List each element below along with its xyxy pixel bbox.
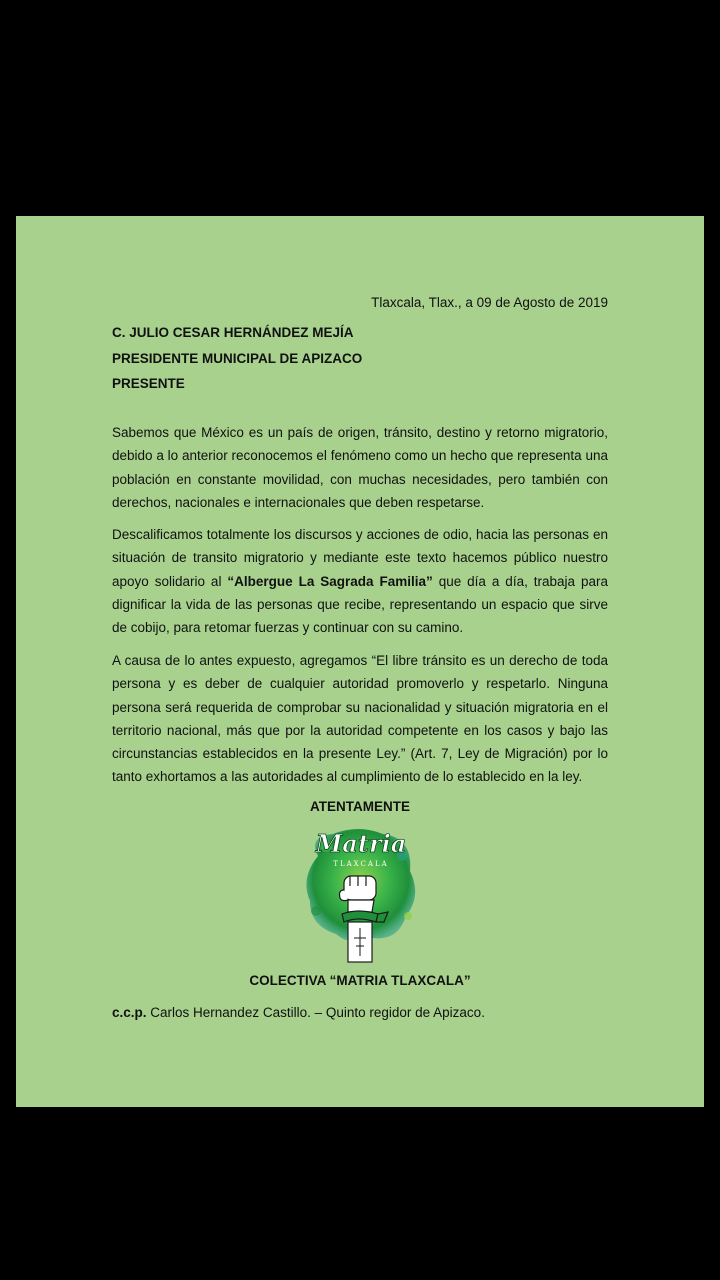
paragraph-2 xyxy=(112,523,608,639)
logo-subtitle: TLAXCALA xyxy=(333,860,389,868)
signature-line: COLECTIVA “MATRIA TLAXCALA” xyxy=(249,973,471,988)
addressee-greeting: PRESENTE xyxy=(112,376,185,391)
addressee-name: C. JULIO CESAR HERNÁNDEZ MEJÍA xyxy=(112,325,354,340)
letter-date: Tlaxcala, Tlax., a 09 de Agosto de 2019 xyxy=(371,295,608,310)
matria-tlaxcala-logo xyxy=(298,816,424,968)
ccp-recipient: Carlos Hernandez Castillo. – Quinto regidor de Apizaco. xyxy=(146,1005,485,1020)
addressee-title: PRESIDENTE MUNICIPAL DE APIZACO xyxy=(112,350,363,366)
logo-title: Matria xyxy=(315,829,407,858)
shelter-name: “Albergue La Sagrada Familia” xyxy=(227,573,433,589)
ccp-label: c.c.p. xyxy=(112,1005,147,1020)
paragraph-1: Sabemos que México es un país de origen, tránsito, destino y retorno migratorio, debido a lo anterior reconocemos el fenómeno como un hecho que representa una población en constante movilidad, con muchas necesidades, pero también con derechos, nacionales e internacionales que deben respetarse. xyxy=(112,425,608,510)
paragraph-2-rest: que día a día, trabaja para dignificar la vida de las personas que recibe, representando un espacio que sirve de cobijo, para retomar fuerzas y continuar con su camino. xyxy=(112,573,609,636)
paragraph-3: A causa de lo antes expuesto, agregamos “El libre tránsito es un derecho de toda persona y es deber de cualquier autoridad promoverlo y respetarlo. Ninguna persona será requerida de comprobar su nacionalidad y situación migratoria en el territorio nacional, más que por la autoridad competente en los casos y bajo las circunstancias establecidos en la presente Ley.” (Art. 7, Ley de Migración) por lo tanto exhortamos a las autoridades al cumplimiento de lo establecido en la ley. xyxy=(112,653,608,785)
paragraph-2-intro: Descalificamos totalmente los discursos y acciones de odio, hacia las personas en situación de transito migratorio y mediante este texto hacemos público nuestro apoyo solidario al xyxy=(112,527,608,589)
addressee-block xyxy=(112,320,362,397)
carbon-copy-line xyxy=(112,1005,485,1020)
letter-page xyxy=(16,216,704,1107)
closing-phrase: ATENTAMENTE xyxy=(310,799,410,814)
